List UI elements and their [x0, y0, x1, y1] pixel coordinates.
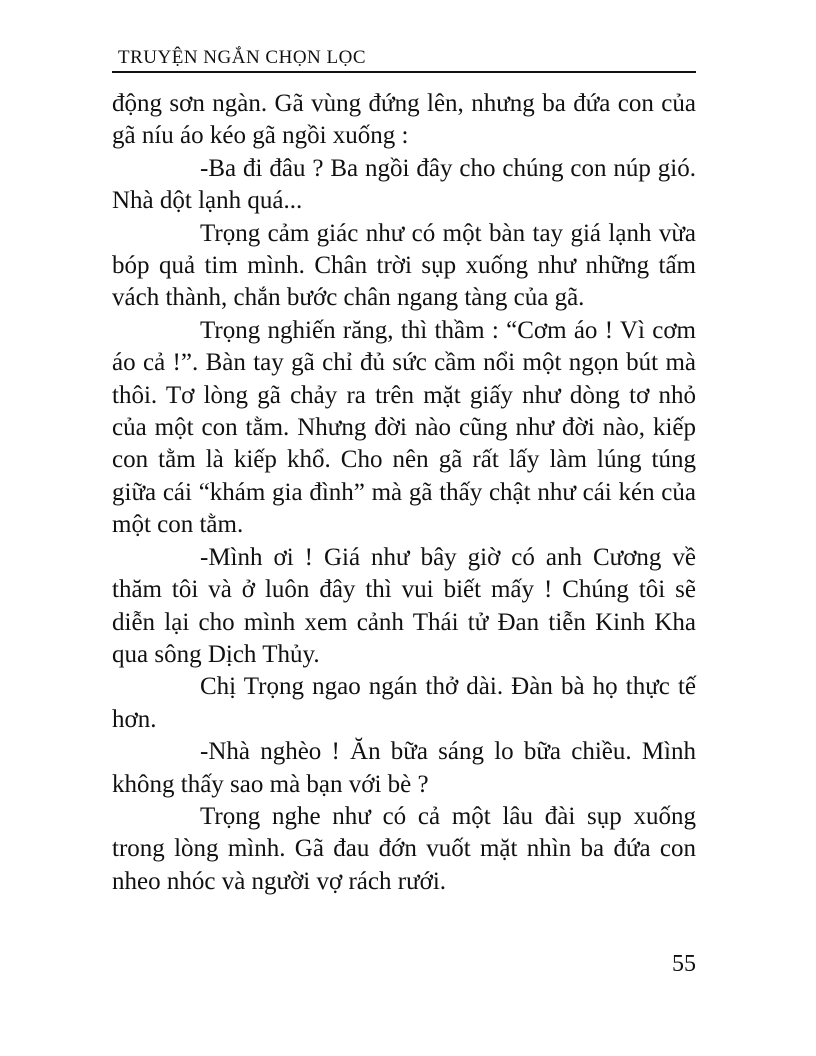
header-rule	[112, 71, 696, 73]
body-text	[112, 88, 696, 898]
running-head-title: TRUYỆN NGẮN CHỌN LỌC	[118, 47, 367, 68]
paragraph-4: Trọng nghiến răng, thì thầm : “Cơm áo ! Vì cơm áo cả !”. Bàn tay gã chỉ đủ sức cầm nổi một ngọn bút mà thôi. Tơ lòng gã chảy ra trên mặt giấy như dòng tơ nhỏ của một con tằm. Nhưng đời nào cũng như đời nào, kiếp con tằm là kiếp khổ. Cho nên gã rất lấy làm lúng túng giữa cái “khám gia đình” mà gã thấy chật như cái kén của một con tằm.	[112, 316, 696, 539]
paragraph-5: -Mình ơi ! Giá như bây giờ có anh Cương về thăm tôi và ở luôn đây thì vui biết mấy ! Chúng tôi sẽ diễn lại cho mình xem cảnh Thái tử Đan tiễn Kinh Kha qua sông Dịch Thủy.	[112, 543, 696, 668]
paragraph-8: Trọng nghe như có cả một lâu đài sụp xuống trong lòng mình. Gã đau đớn vuốt mặt nhìn ba đứa con nheo nhóc và người vợ rách rưới.	[112, 802, 696, 895]
page-number: 55	[672, 951, 696, 977]
paragraph-3: Trọng cảm giác như có một bàn tay giá lạnh vừa bóp quả tim mình. Chân trời sụp xuống như những tấm vách thành, chắn bước chân ngang tàng của gã.	[112, 219, 696, 312]
paragraph-1: động sơn ngàn. Gã vùng đứng lên, nhưng ba đứa con của gã níu áo kéo gã ngồi xuống :	[112, 90, 696, 150]
paragraph-2: -Ba đi đâu ? Ba ngồi đây cho chúng con núp gió. Nhà dột lạnh quá...	[112, 154, 696, 215]
paragraph-6: Chị Trọng ngao ngán thở dài. Đàn bà họ thực tế hơn.	[112, 673, 696, 733]
paragraph-7: -Nhà nghèo ! Ăn bữa sáng lo bữa chiều. Mình không thấy sao mà bạn với bè ?	[112, 738, 696, 798]
